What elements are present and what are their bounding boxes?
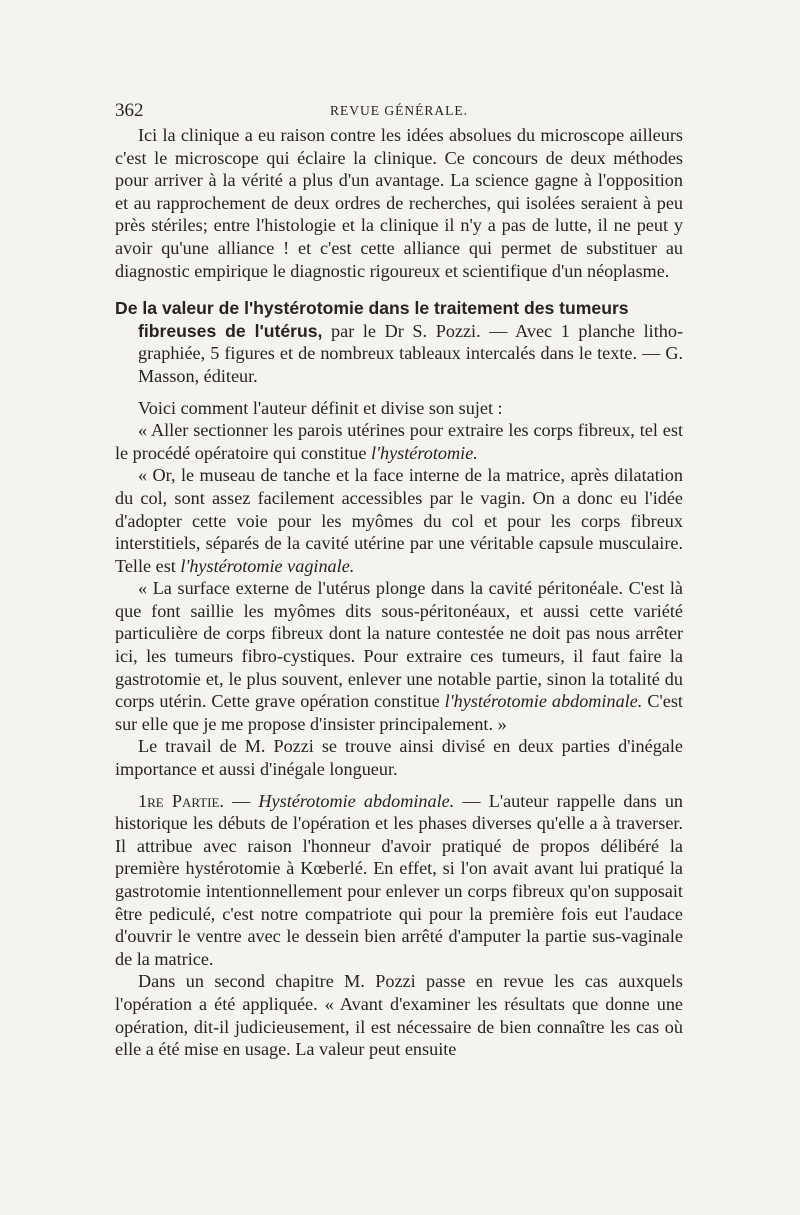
quote1-term: l'hystérotomie. — [371, 442, 478, 463]
running-title: REVUE GÉNÉRALE. — [330, 103, 468, 118]
paragraph-microscope: Ici la clinique a eu raison contre les idées absolues du microscope ailleurs c'est le microscope qui éclaire la clinique. Ce concours de deux méthodes pour arriver à la vérité a plus d'un avantage. La science gagne à l'opposition et au rapprochement de deux ordres de recherches, qui isolées seraient à peu près stériles; entre l'histologie et la clinique il n'y a pas de lutte, il ne peut y avoir qu'une alliance ! et c'est cette alliance qui permet de substituer au diagnostic empirique le diagnostic rigoureux et scientifique d'un néoplasme. — [115, 125, 683, 281]
quote-abdominale — [115, 577, 683, 735]
review-title-line1: De la valeur de l'hystérotomie dans le traitement des tumeurs — [115, 298, 629, 319]
paragraph-intro: Voici comment l'auteur définit et divise son sujet : — [138, 397, 503, 418]
part1-text: — L'auteur rappelle dans un historique les débuts de l'opération et les phases diverses qu'elle a à traverser. Il attribue avec raison l'honneur d'avoir pratiqué de propos délibéré la première hystérotomie à Kœberlé. En effet, si l'on avait avant lui pratiqué la gastrotomie intentionnellement pour enlever un corps fibreux qu'on supposait être pediculé, c'est notre compatriote qui pour la première fois eut l'audace d'ouvrir le ventre avec le dessein bien arrêté d'amputer la partie sus-vaginale de la matrice. — [115, 790, 684, 969]
quote3-text: « La surface externe de l'utérus plonge dans la cavité péritonéale. C'est là que font saillie les myômes dits sous-péritonéaux, et aussi cette variété particulière de corps fibreux dont la nature contestée ne doit pas nous arrêter ici, les tumeurs fibro-cystiques. Pour extraire ces tumeurs, il faut faire la gastrotomie et, le plus souvent, enlever une notable partie, sinon la totalité du corps utérin. Cette grave opération constitue — [115, 578, 683, 712]
review-details: graphiée, 5 figures et de nombreux tableaux intercalés dans le texte. — G. Masson, éditeur. — [138, 343, 683, 386]
quote3-term: l'hystérotomie abdominale. — [444, 691, 643, 712]
review-heading — [115, 297, 683, 387]
page-header — [115, 100, 683, 126]
quote1-text: « Aller sectionner les parois utérines pour extraire les corps fibreux, tel est le procédé opératoire qui constitue — [115, 420, 683, 463]
quote2-term: l'hystérotomie vaginale. — [180, 555, 355, 576]
quote2-text: « Or, le museau de tanche et la face interne de la matrice, après dilatation du col, sont assez facilement accessibles par le vagin. On a donc eu l'idée d'adopter cette voie pour les myômes du col et pour les corps fibreux interstitiels, séparés de la cavité utérine par une véritable capsule musculaire. Telle est — [115, 465, 683, 576]
part1-subtitle: Hystérotomie abdominale. — [258, 790, 455, 811]
part1-dash: — — [232, 790, 251, 811]
page-number: 362 — [115, 100, 144, 121]
review-title-line2: fibreuses de l'utérus, — [138, 320, 323, 341]
paragraph-second-chapter: Dans un second chapitre M. Pozzi passe en revue les cas auxquels l'opération a été appliquée. « Avant d'examiner les résultats que donne une opération, dit-il judicieusement, il est nécessaire de bien connaître les cas où elle a été mise en usage. La valeur peut ensuite — [115, 971, 683, 1060]
quote-vaginale — [115, 464, 683, 577]
review-author: par le Dr S. Pozzi. — Avec 1 planche litho- — [331, 320, 683, 341]
part1-label: 1re Partie. — [138, 790, 224, 811]
quote3-text-end: C'est sur elle que je me propose d'insister principalement. » — [115, 691, 683, 734]
paragraph-division: Le travail de M. Pozzi se trouve ainsi divisé en deux parties d'inégale importance et aussi d'inégale longueur. — [115, 736, 683, 780]
quote-hysterotomie — [115, 419, 683, 464]
paragraph-part1 — [115, 790, 683, 971]
page-body — [115, 124, 683, 1061]
